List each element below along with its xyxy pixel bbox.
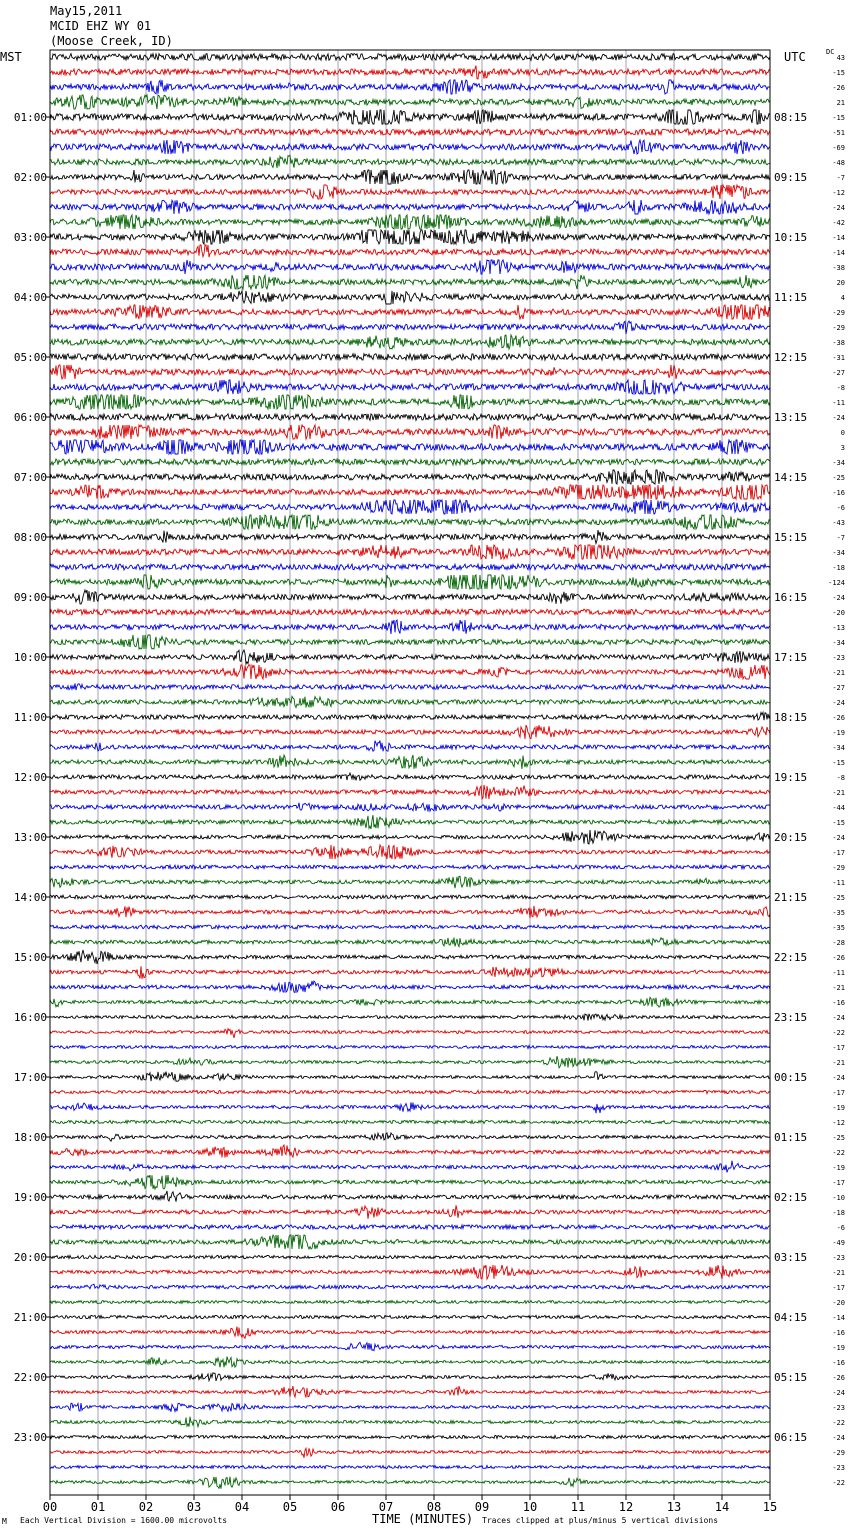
x-tick-label: 03 xyxy=(186,1500,202,1514)
seismic-trace xyxy=(50,1327,770,1339)
mst-hour-label: 18:00 xyxy=(13,1131,47,1144)
dc-offset-label: -12 xyxy=(832,189,845,197)
utc-axis-title: UTC xyxy=(784,50,806,64)
seismic-trace xyxy=(50,865,770,869)
dc-offset-label: 3 xyxy=(840,444,845,452)
seismic-trace xyxy=(50,1120,770,1123)
dc-offset-label: -23 xyxy=(832,1404,845,1412)
mst-hour-label: 15:00 xyxy=(13,951,47,964)
x-tick-label: 12 xyxy=(618,1500,634,1514)
seismic-trace xyxy=(50,1301,770,1304)
seismic-trace xyxy=(50,665,770,679)
seismic-trace xyxy=(50,515,770,529)
seismic-trace xyxy=(50,245,770,257)
seismic-trace xyxy=(50,1342,770,1350)
seismic-trace xyxy=(50,66,770,80)
dc-offset-label: -25 xyxy=(832,474,845,482)
dc-offset-label: -69 xyxy=(832,144,845,152)
utc-hour-label: 11:15 xyxy=(774,291,808,304)
seismic-trace xyxy=(50,1145,770,1158)
seismic-trace xyxy=(50,830,770,844)
corner-mark: M xyxy=(2,1517,7,1526)
mst-hour-label: 21:00 xyxy=(13,1311,47,1324)
dc-offset-label: 21 xyxy=(836,99,845,107)
dc-offset-label: -16 xyxy=(832,1359,845,1367)
mst-hour-label: 11:00 xyxy=(13,711,47,724)
x-tick-label: 09 xyxy=(474,1500,490,1514)
dc-offset-label: -24 xyxy=(832,414,845,422)
seismic-trace xyxy=(50,414,770,421)
mst-hour-label: 02:00 xyxy=(13,171,47,184)
seismic-trace xyxy=(50,1205,770,1219)
dc-offset-label: -6 xyxy=(836,504,845,512)
dc-offset-label: -34 xyxy=(832,549,845,557)
dc-offset-label: -15 xyxy=(832,819,845,827)
seismic-trace xyxy=(50,1255,770,1258)
trace-layer xyxy=(50,54,770,1489)
seismic-trace xyxy=(50,354,770,360)
dc-offset-label: -34 xyxy=(832,639,845,647)
utc-hour-label: 23:15 xyxy=(774,1011,808,1024)
dc-offset-label: -17 xyxy=(832,1089,845,1097)
seismic-trace xyxy=(50,773,770,780)
utc-hour-label: 05:15 xyxy=(774,1371,808,1384)
dc-offset-label: 4 xyxy=(840,294,845,302)
seismic-trace xyxy=(50,1357,770,1368)
utc-hour-label: 02:15 xyxy=(774,1191,808,1204)
dc-offset-label: -48 xyxy=(832,159,845,167)
seismic-trace xyxy=(50,230,770,244)
seismic-trace xyxy=(50,365,770,379)
seismic-trace xyxy=(50,725,770,739)
dc-offset-label: -34 xyxy=(832,744,845,752)
dc-offset-label: -20 xyxy=(832,1299,845,1307)
dc-offset-label: -49 xyxy=(832,1239,845,1247)
x-tick-label: 00 xyxy=(42,1500,58,1514)
seismic-trace xyxy=(50,110,770,124)
seismic-trace xyxy=(50,1046,770,1049)
dc-offset-label: -19 xyxy=(832,1164,845,1172)
dc-offset-label: -17 xyxy=(832,1284,845,1292)
seismic-trace xyxy=(50,129,770,135)
dc-offset-label: -8 xyxy=(836,384,845,392)
mst-hour-label: 19:00 xyxy=(13,1191,47,1204)
seismic-trace xyxy=(50,1014,770,1021)
seismic-trace xyxy=(50,1403,770,1412)
x-tick-label: 15 xyxy=(762,1500,778,1514)
seismic-trace xyxy=(50,1225,770,1229)
utc-hour-label: 13:15 xyxy=(774,411,808,424)
x-tick-label: 14 xyxy=(714,1500,730,1514)
dc-offset-label: -15 xyxy=(832,759,845,767)
dc-offset-label: -19 xyxy=(832,1344,845,1352)
seismic-trace xyxy=(50,260,770,274)
dc-offset-label: -11 xyxy=(832,399,845,407)
seismic-trace xyxy=(50,545,770,559)
utc-hour-label: 00:15 xyxy=(774,1071,808,1084)
dc-offset-label: -10 xyxy=(832,1194,845,1202)
dc-offset-label: -21 xyxy=(832,1059,845,1067)
dc-offset-label: -51 xyxy=(832,129,845,137)
dc-offset-label: -8 xyxy=(836,774,845,782)
x-tick-label: 08 xyxy=(426,1500,442,1514)
dc-offset-label: -19 xyxy=(832,729,845,737)
utc-hour-label: 21:15 xyxy=(774,891,808,904)
utc-hour-label: 15:15 xyxy=(774,531,808,544)
utc-hour-label: 08:15 xyxy=(774,111,808,124)
dc-offset-label: -13 xyxy=(832,624,845,632)
seismic-trace xyxy=(50,170,770,184)
dc-offset-label: -7 xyxy=(836,174,845,182)
mst-hour-label: 16:00 xyxy=(13,1011,47,1024)
dc-offset-label: -18 xyxy=(832,564,845,572)
dc-offset-label: -23 xyxy=(832,654,845,662)
mst-hour-label: 01:00 xyxy=(13,111,47,124)
dc-offset-label: -25 xyxy=(832,894,845,902)
dc-offset-label: -24 xyxy=(832,1074,845,1082)
seismic-trace xyxy=(50,815,770,829)
seismic-trace xyxy=(50,155,770,168)
seismic-trace xyxy=(50,845,770,859)
mst-hour-label: 23:00 xyxy=(13,1431,47,1444)
seismic-trace xyxy=(50,530,770,543)
mst-hour-label: 10:00 xyxy=(13,651,47,664)
dc-offset-label: -12 xyxy=(832,1119,845,1127)
utc-hour-label: 18:15 xyxy=(774,711,808,724)
dc-offset-label: -28 xyxy=(832,939,845,947)
seismic-trace xyxy=(50,1161,770,1173)
dc-offset-label: -43 xyxy=(832,519,845,527)
seismic-trace xyxy=(50,876,770,888)
seismic-trace xyxy=(50,1448,770,1458)
dc-offset-label: -15 xyxy=(832,69,845,77)
dc-offset-label: -25 xyxy=(832,1134,845,1142)
dc-offset-label: -26 xyxy=(832,84,845,92)
utc-hour-label: 17:15 xyxy=(774,651,808,664)
mst-hour-label: 14:00 xyxy=(13,891,47,904)
mst-hour-label: 09:00 xyxy=(13,591,47,604)
seismic-trace xyxy=(50,185,770,199)
dc-offset-label: -29 xyxy=(832,324,845,332)
dc-offset-label: -20 xyxy=(832,609,845,617)
dc-offset-label: -38 xyxy=(832,339,845,347)
dc-offset-label: -21 xyxy=(832,1269,845,1277)
seismic-trace xyxy=(50,335,770,349)
dc-offset-label: -22 xyxy=(832,1149,845,1157)
seismic-trace xyxy=(50,575,770,589)
dc-offset-label: -24 xyxy=(832,1389,845,1397)
seismic-trace xyxy=(50,966,770,979)
dc-offset-label: -26 xyxy=(832,714,845,722)
dc-offset-label: -24 xyxy=(832,1014,845,1022)
seismic-trace xyxy=(50,755,770,769)
utc-hour-label: 22:15 xyxy=(774,951,808,964)
seismic-trace xyxy=(50,1056,770,1068)
mst-hour-label: 04:00 xyxy=(13,291,47,304)
utc-hour-label: 01:15 xyxy=(774,1131,808,1144)
seismic-trace xyxy=(50,925,770,929)
dc-offset-label: -35 xyxy=(832,924,845,932)
utc-hour-label: 04:15 xyxy=(774,1311,808,1324)
dc-offset-label: -16 xyxy=(832,999,845,1007)
utc-hour-label: 09:15 xyxy=(774,171,808,184)
seismic-trace xyxy=(50,1265,770,1279)
x-tick-label: 07 xyxy=(378,1500,394,1514)
seismic-trace xyxy=(50,906,770,918)
seismic-trace xyxy=(50,1466,770,1469)
dc-offset-label: 20 xyxy=(836,279,845,287)
dc-offset-label: -29 xyxy=(832,864,845,872)
utc-hour-label: 03:15 xyxy=(774,1251,808,1264)
dc-offset-label: -14 xyxy=(832,249,845,257)
mst-hour-label: 13:00 xyxy=(13,831,47,844)
seismic-trace xyxy=(50,140,770,154)
dc-offset-label: -24 xyxy=(832,594,845,602)
x-axis-title: TIME (MINUTES) xyxy=(372,1512,474,1526)
dc-offset-label: -15 xyxy=(832,114,845,122)
seismic-trace xyxy=(50,1235,770,1249)
seismic-trace xyxy=(50,459,770,465)
utc-hour-label: 20:15 xyxy=(774,831,808,844)
dc-offset-label: -22 xyxy=(832,1029,845,1037)
seismic-trace xyxy=(50,95,770,109)
seismic-trace xyxy=(50,80,770,94)
seismic-trace xyxy=(50,1175,770,1189)
x-tick-label: 05 xyxy=(282,1500,298,1514)
scale-note: Each Vertical Division = 1600.00 microvolts xyxy=(20,1516,228,1525)
seismic-trace xyxy=(50,609,770,615)
seismic-trace xyxy=(50,215,770,229)
seismic-trace xyxy=(50,1435,770,1438)
seismic-trace xyxy=(50,54,770,61)
mst-hour-label: 17:00 xyxy=(13,1071,47,1084)
dc-offset-label: -29 xyxy=(832,1449,845,1457)
dc-offset-label: 0 xyxy=(840,429,845,437)
seismic-trace xyxy=(50,1477,770,1489)
dc-offset-label: -24 xyxy=(832,699,845,707)
seismic-trace xyxy=(50,275,770,289)
dc-offset-label: -42 xyxy=(832,219,845,227)
seismic-trace xyxy=(50,395,770,409)
x-tick-label: 10 xyxy=(522,1500,538,1514)
dc-offset-label: -17 xyxy=(832,849,845,857)
seismic-trace xyxy=(50,1090,770,1093)
x-tick-label: 02 xyxy=(138,1500,154,1514)
dc-offset-label: -14 xyxy=(832,1314,845,1322)
mst-hour-label: 05:00 xyxy=(13,351,47,364)
seismic-trace xyxy=(50,1029,770,1038)
dc-offset-label: -38 xyxy=(832,264,845,272)
seismic-trace xyxy=(50,650,770,664)
x-tick-label: 11 xyxy=(570,1500,586,1514)
mst-hour-label: 20:00 xyxy=(13,1251,47,1264)
dc-offset-label: -23 xyxy=(832,1464,845,1472)
dc-offset-label: -44 xyxy=(832,804,845,812)
seismic-trace xyxy=(50,1072,770,1082)
seismic-trace xyxy=(50,590,770,604)
dc-offset-label: -14 xyxy=(832,234,845,242)
dc-offset-label: -17 xyxy=(832,1179,845,1187)
seismic-trace xyxy=(50,321,770,334)
x-tick-label: 06 xyxy=(330,1500,346,1514)
dc-offset-label: -21 xyxy=(832,789,845,797)
seismic-trace xyxy=(50,1315,770,1318)
dc-offset-label: -18 xyxy=(832,1209,845,1217)
dc-offset-label: -16 xyxy=(832,489,845,497)
mst-hour-label: 03:00 xyxy=(13,231,47,244)
dc-offset-label: 43 xyxy=(836,54,845,62)
seismic-trace xyxy=(50,997,770,1007)
dc-offset-label: -16 xyxy=(832,1329,845,1337)
seismic-trace xyxy=(50,1386,770,1398)
clip-note: Traces clipped at plus/minus 5 vertical divisions xyxy=(482,1516,719,1525)
dc-offset-label: -19 xyxy=(832,1104,845,1112)
seismic-trace xyxy=(50,500,770,514)
utc-hour-label: 16:15 xyxy=(774,591,808,604)
dc-offset-label: -24 xyxy=(832,204,845,212)
seismic-trace xyxy=(50,696,770,707)
dc-offset-label: -124 xyxy=(828,579,845,587)
seismic-trace xyxy=(50,1417,770,1427)
dc-offset-label: -24 xyxy=(832,1434,845,1442)
mst-hour-label: 08:00 xyxy=(13,531,47,544)
seismic-trace xyxy=(50,200,770,214)
seismic-trace xyxy=(50,1373,770,1381)
dc-offset-label: -21 xyxy=(832,669,845,677)
seismic-trace xyxy=(50,470,770,484)
mst-hour-label: 07:00 xyxy=(13,471,47,484)
dc-offset-label: -31 xyxy=(832,354,845,362)
x-tick-label: 04 xyxy=(234,1500,250,1514)
utc-hour-label: 19:15 xyxy=(774,771,808,784)
dc-offset-label: -26 xyxy=(832,954,845,962)
seismic-trace xyxy=(50,425,770,439)
dc-offset-label: -34 xyxy=(832,459,845,467)
dc-offset-label: -24 xyxy=(832,834,845,842)
dc-offset-label: -26 xyxy=(832,1374,845,1382)
seismic-trace xyxy=(50,291,770,304)
x-tick-label: 01 xyxy=(90,1500,106,1514)
mst-hour-label: 22:00 xyxy=(13,1371,47,1384)
dc-offset-label: -23 xyxy=(832,1254,845,1262)
helicorder-date: May15,2011 xyxy=(50,4,123,18)
dc-offset-label: -17 xyxy=(832,1044,845,1052)
dc-offset-title: DC xyxy=(826,48,835,56)
seismic-trace xyxy=(50,712,770,720)
seismic-trace xyxy=(50,803,770,812)
seismic-trace xyxy=(50,620,770,634)
seismic-trace xyxy=(50,684,770,691)
seismic-trace xyxy=(50,1191,770,1202)
dc-offset-label: -27 xyxy=(832,684,845,692)
dc-offset-label: -11 xyxy=(832,969,845,977)
dc-offset-label: -22 xyxy=(832,1479,845,1487)
seismic-trace xyxy=(50,938,770,947)
mst-axis-title: MST xyxy=(0,50,22,64)
label-layer xyxy=(14,54,845,1514)
dc-offset-label: -27 xyxy=(832,369,845,377)
utc-hour-label: 10:15 xyxy=(774,231,808,244)
dc-offset-label: -22 xyxy=(832,1419,845,1427)
x-tick-label: 13 xyxy=(666,1500,682,1514)
dc-offset-label: -35 xyxy=(832,909,845,917)
dc-offset-label: -7 xyxy=(836,534,845,542)
seismic-trace xyxy=(50,1102,770,1113)
utc-hour-label: 12:15 xyxy=(774,351,808,364)
seismic-trace xyxy=(50,785,770,799)
seismic-trace xyxy=(50,895,770,899)
mst-hour-label: 06:00 xyxy=(13,411,47,424)
dc-offset-label: -6 xyxy=(836,1224,845,1232)
seismic-trace xyxy=(50,564,770,570)
seismic-trace xyxy=(50,1133,770,1141)
mst-hour-label: 12:00 xyxy=(13,771,47,784)
seismic-trace xyxy=(50,440,770,454)
seismic-trace xyxy=(50,380,770,394)
utc-hour-label: 06:15 xyxy=(774,1431,808,1444)
seismic-trace xyxy=(50,950,770,964)
dc-offset-label: -11 xyxy=(832,879,845,887)
seismic-trace xyxy=(50,305,770,319)
seismic-trace xyxy=(50,635,770,649)
seismic-trace xyxy=(50,1284,770,1289)
dc-offset-label: -21 xyxy=(832,984,845,992)
utc-hour-label: 14:15 xyxy=(774,471,808,484)
seismic-trace xyxy=(50,485,770,499)
seismic-trace xyxy=(50,981,770,993)
dc-offset-label: -29 xyxy=(832,309,845,317)
station-location: (Moose Creek, ID) xyxy=(50,34,173,48)
seismic-trace xyxy=(50,741,770,752)
station-code: MCID EHZ WY 01 xyxy=(50,19,152,33)
